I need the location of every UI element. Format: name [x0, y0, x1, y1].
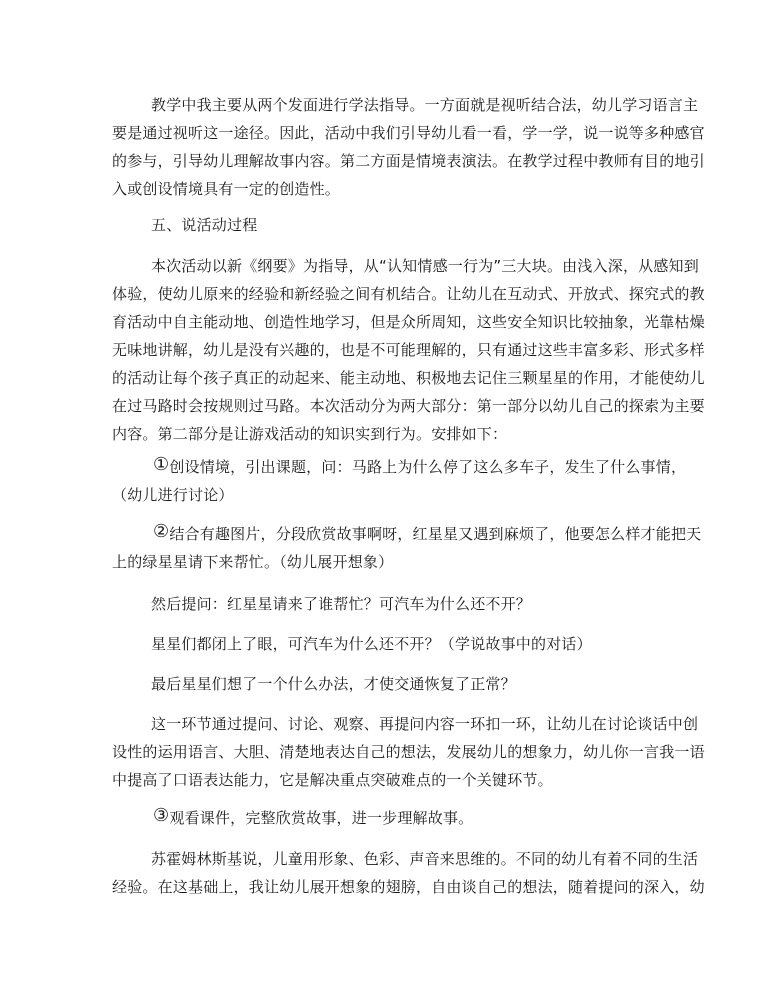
paragraph-study-methods — [112, 91, 705, 203]
text-line: 中提高了口语表达能力，它是解决重点突破难点的一个关键环节。 — [112, 771, 553, 789]
text-line: 这一环节通过提问、讨论、观察、再提问内容一环扣一环，让幼儿在讨论谈话中创 — [151, 715, 699, 733]
text-line: 苏霍姆林斯基说，儿童用形象、色彩、声音来思维的。不同的幼儿有着不同的生活 — [151, 850, 699, 868]
item-text: 创设情境，引出课题，问：马路上为什么停了这么多车子，发生了什么事情， — [169, 458, 687, 476]
paragraph-sukhomlinsky — [112, 845, 705, 901]
text-line: 育活动中自主能动地、创造性地学习，但是众所周知，这些安全知识比较抽象，光靠枯燥 — [112, 313, 705, 331]
paragraph-question-2 — [112, 630, 658, 658]
text-line: 最后星星们想了一个什么办法，才使交通恢复了正常？ — [151, 675, 516, 693]
text-line — [112, 453, 687, 481]
paragraph-activity-overview — [112, 252, 705, 448]
text-line: 设性的运用语言、大胆、清楚地表达自己的想法，发展幼儿的想象力，幼儿你一言我一语 — [112, 743, 705, 761]
text-line: 上的绿星星请下来帮忙。（幼儿展开想象） — [112, 553, 394, 571]
circled-number-1: ① — [153, 454, 170, 475]
text-line — [112, 520, 702, 548]
section-heading — [112, 211, 658, 239]
heading-text: 五、说活动过程 — [151, 216, 258, 234]
text-line: （幼儿进行讨论） — [112, 486, 234, 504]
list-item-step-3 — [112, 804, 658, 832]
list-item-step-2 — [112, 520, 702, 576]
list-item-step-1 — [112, 453, 687, 509]
item-text: 结合有趣图片，分段欣赏故事啊呀，红星星又遇到麻烦了，他要怎么样才能把天 — [169, 525, 702, 543]
item-text: 观看课件，完整欣赏故事，进一步理解故事。 — [169, 809, 474, 827]
text-line: 入或创设情境具有一定的创造性。 — [112, 180, 341, 198]
text-line: 的活动让每个孩子真正的动起来、能主动地、积极地去记住三颗星星的作用，才能使幼儿 — [112, 369, 705, 387]
circled-number-3: ③ — [153, 805, 170, 826]
paragraph-question-3 — [112, 670, 658, 698]
text-line: 然后提问：红星星请来了谁帮忙？可汽车为什么还不开？ — [151, 595, 532, 613]
text-line: 的参与，引导幼儿理解故事内容。第二方面是情境表演法。在教学过程中教师有目的地引 — [112, 152, 705, 170]
text-line: 经验。在这基础上，我让幼儿展开想象的翅膀，自由谈自己的想法，随着提问的深入，幼 — [112, 878, 705, 896]
text-line — [112, 804, 658, 832]
text-line: 体验，使幼儿原来的经验和新经验之间有机结合。让幼儿在互动式、开放式、探究式的教 — [112, 285, 705, 303]
paragraph-discussion — [112, 710, 705, 794]
paragraph-question-1 — [112, 590, 658, 618]
text-line: 内容。第二部分是让游戏活动的知识实到行为。安排如下： — [112, 425, 508, 443]
text-line: 要是通过视听这一途径。因此，活动中我们引导幼儿看一看，学一学，说一说等多种感官 — [112, 124, 705, 142]
text-line: 本次活动以新《纲要》为指导，从“认知情感一行为”三大块。由浅入深，从感知到 — [151, 257, 699, 275]
circled-number-2: ② — [153, 521, 170, 542]
text-line: 星星们都闭上了眼，可汽车为什么还不开？（学说故事中的对话） — [151, 635, 592, 653]
text-line: 在过马路时会按规则过马路。本次活动分为两大部分：第一部分以幼儿自己的探索为主要 — [112, 397, 705, 415]
text-line: 无味地讲解，幼儿是没有兴趣的，也是不可能理解的，只有通过这些丰富多彩、形式多样 — [112, 341, 705, 359]
text-line: 教学中我主要从两个发面进行学法指导。一方面就是视听结合法，幼儿学习语言主 — [151, 96, 699, 114]
